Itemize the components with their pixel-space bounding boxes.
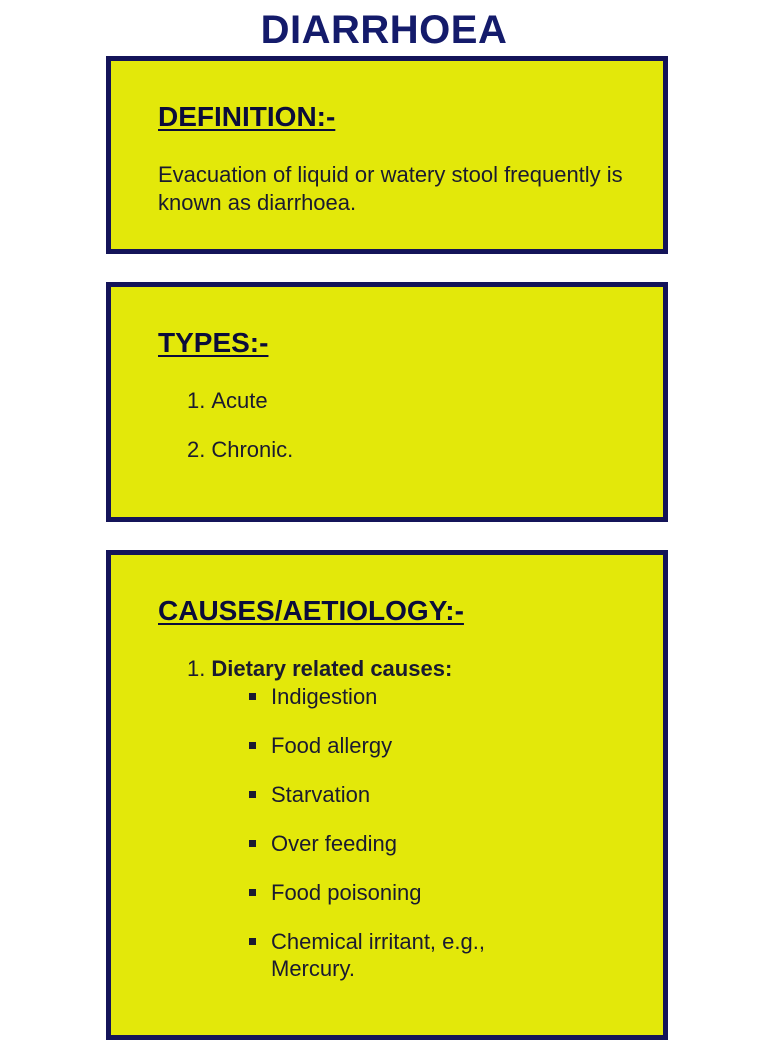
list-number: 1.	[187, 388, 206, 413]
causes-heading: CAUSES/AETIOLOGY:-	[158, 595, 464, 626]
bullet-text: Over feeding	[271, 831, 397, 856]
type-label: Chronic.	[211, 437, 294, 462]
list-number: 2.	[187, 437, 206, 462]
types-card	[106, 282, 668, 522]
types-heading: TYPES:-	[158, 327, 269, 358]
square-bullet-icon	[249, 693, 256, 700]
bullet-text: Indigestion	[271, 684, 378, 709]
list-item	[249, 781, 549, 808]
definition-heading: DEFINITION:-	[158, 101, 336, 132]
bullet-text: Chemical irritant, e.g., Mercury.	[271, 929, 485, 981]
causes-card	[106, 550, 668, 1040]
list-item	[249, 830, 549, 857]
list-item	[249, 732, 549, 759]
square-bullet-icon	[249, 742, 256, 749]
bullet-text: Starvation	[271, 782, 371, 807]
types-list-item	[187, 387, 268, 415]
square-bullet-icon	[249, 938, 256, 945]
square-bullet-icon	[249, 840, 256, 847]
list-item	[249, 683, 549, 710]
definition-text: Evacuation of liquid or watery stool frequently is known as diarrhoea.	[158, 162, 623, 215]
square-bullet-icon	[249, 889, 256, 896]
bullet-text: Food allergy	[271, 733, 393, 758]
list-item	[249, 928, 519, 982]
list-number: 1.	[187, 656, 206, 681]
square-bullet-icon	[249, 791, 256, 798]
types-list-item	[187, 436, 293, 464]
list-item	[249, 879, 549, 906]
type-label: Acute	[211, 388, 268, 413]
causes-group-label: Dietary related causes:	[211, 656, 453, 681]
definition-card	[106, 56, 668, 254]
page-title: DIARRHOEA	[260, 8, 508, 52]
bullet-text: Food poisoning	[271, 880, 422, 905]
causes-group-item	[187, 655, 452, 683]
